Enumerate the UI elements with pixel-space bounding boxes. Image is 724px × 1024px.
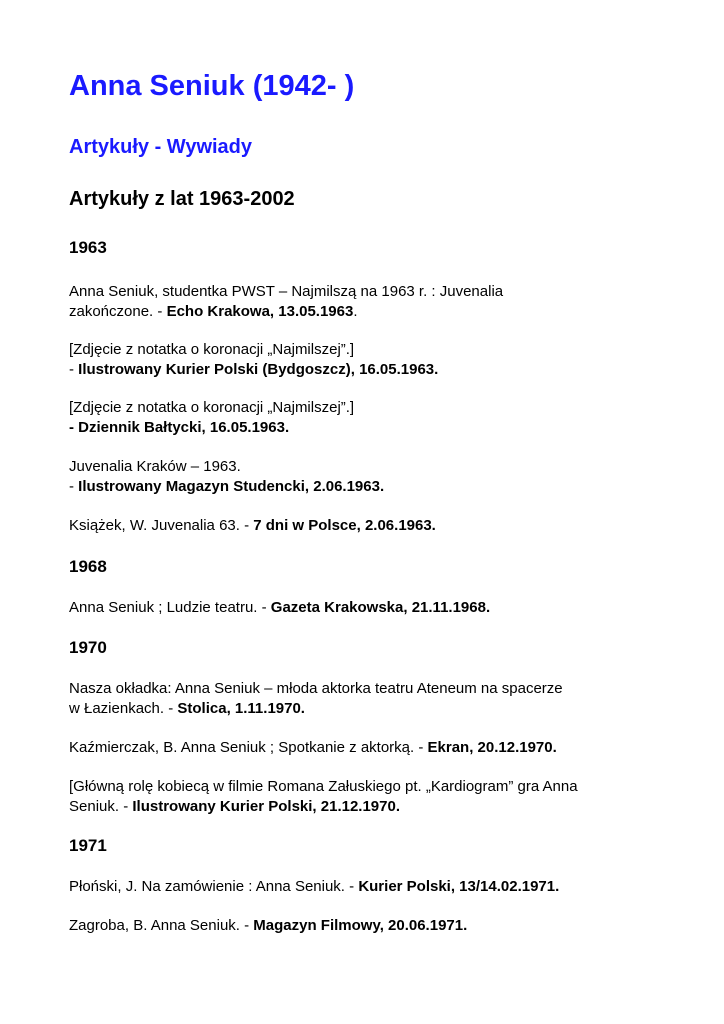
- entry-2: [Zdjęcie z notatka o koronacji „Najmilszej”.] - Ilustrowany Kurier Polski (Bydgoszcz), 16.05.1963.: [69, 341, 439, 378]
- entry-11: Zagroba, B. Anna Seniuk. - Magazyn Filmowy, 20.06.1971.: [69, 917, 468, 934]
- page-title: Anna Seniuk (1942- ): [69, 70, 355, 102]
- entry-9: [Główną rolę kobiecą w filmie Romana Załuskiego pt. „Kardiogram” gra Anna Seniuk. - Ilustrowany Kurier Polski, 21.12.1970.: [69, 778, 578, 815]
- entry-1: Anna Seniuk, studentka PWST – Najmilszą na 1963 r. : Juvenalia zakończone. - Echo Krakowa, 13.05.1963.: [69, 283, 504, 320]
- entry-3: [Zdjęcie z notatka o koronacji „Najmilszej”.] - Dziennik Bałtycki, 16.05.1963.: [69, 399, 355, 436]
- year-heading-1970: 1970: [69, 638, 107, 657]
- year-heading-1971: 1971: [69, 836, 107, 855]
- entry-6: Anna Seniuk ; Ludzie teatru. - Gazeta Krakowska, 21.11.1968.: [69, 599, 491, 616]
- entry-10: Płoński, J. Na zamówienie : Anna Seniuk. - Kurier Polski, 13/14.02.1971.: [69, 878, 560, 895]
- entry-8: Kaźmierczak, B. Anna Seniuk ; Spotkanie z aktorką. - Ekran, 20.12.1970.: [69, 739, 557, 756]
- entry-5: Książek, W. Juvenalia 63. - 7 dni w Polsce, 2.06.1963.: [69, 517, 436, 534]
- subtitle: Artykuły - Wywiady: [69, 136, 253, 158]
- entry-7: Nasza okładka: Anna Seniuk – młoda aktorka teatru Ateneum na spacerze w Łazienkach. - Stolica, 1.11.1970.: [69, 680, 563, 717]
- year-heading-1963: 1963: [69, 238, 107, 257]
- year-heading-1968: 1968: [69, 557, 107, 576]
- entry-4: Juvenalia Kraków – 1963. - Ilustrowany Magazyn Studencki, 2.06.1963.: [69, 458, 385, 495]
- section-heading: Artykuły z lat 1963-2002: [69, 188, 295, 210]
